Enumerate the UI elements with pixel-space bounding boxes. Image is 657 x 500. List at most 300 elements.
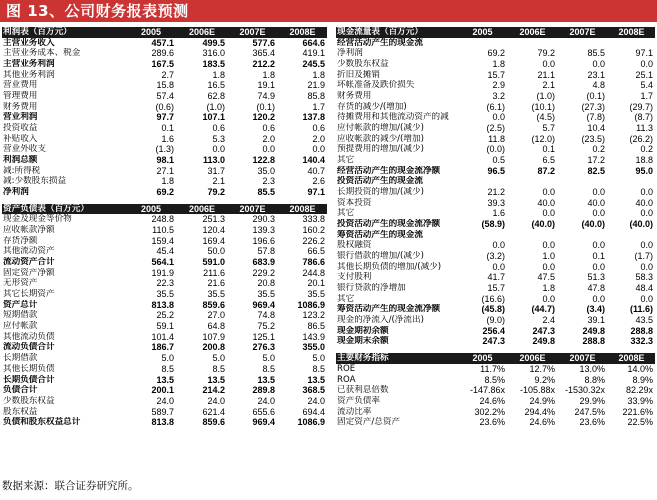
row-label: 现金期末余额 bbox=[337, 336, 389, 347]
row-label: 应收帐款净额 bbox=[3, 225, 55, 236]
value-cell: 247.5% bbox=[574, 406, 605, 417]
value-cell: 786.6 bbox=[302, 257, 325, 268]
value-cell: (1.3) bbox=[155, 144, 174, 155]
value-cell: 25.1 bbox=[635, 69, 653, 80]
value-cell: 288.8 bbox=[582, 336, 605, 347]
value-cell bbox=[607, 38, 655, 49]
table-row bbox=[2, 417, 327, 428]
value-cell: 288.8 bbox=[630, 325, 653, 336]
value-cell: 859.6 bbox=[202, 299, 225, 310]
row-label: 支付股利 bbox=[337, 272, 372, 283]
value-cell: 74.8 bbox=[257, 310, 275, 321]
value-cell: 664.6 bbox=[302, 37, 325, 48]
value-cell: (26.2) bbox=[629, 133, 653, 144]
value-cell: 564.1 bbox=[151, 257, 174, 268]
value-cell: 2.4 bbox=[542, 315, 555, 326]
value-cell: 0.0 bbox=[640, 208, 653, 219]
row-label: 其他流动资产 bbox=[3, 246, 55, 257]
value-cell: 1.6 bbox=[492, 208, 505, 219]
value-cell: (0.1) bbox=[256, 101, 275, 112]
balance-sheet-table bbox=[2, 204, 327, 428]
value-cell: 969.4 bbox=[252, 417, 275, 428]
value-cell: 85.5 bbox=[587, 48, 605, 59]
row-label: 主营业务利润 bbox=[3, 59, 55, 70]
value-cell: 110.5 bbox=[152, 225, 174, 236]
value-cell: 316.0 bbox=[202, 48, 225, 59]
value-cell: 15.8 bbox=[156, 80, 174, 91]
value-cell: 1.8 bbox=[312, 69, 325, 80]
table-row bbox=[2, 48, 327, 59]
row-label: 流动资产合计 bbox=[3, 257, 55, 268]
value-cell: (12.0) bbox=[531, 133, 555, 144]
value-cell: 200.8 bbox=[202, 342, 225, 353]
table-row bbox=[336, 240, 655, 251]
value-cell: 8.9% bbox=[632, 374, 653, 385]
value-cell: 200.1 bbox=[151, 385, 174, 396]
value-cell: (11.6) bbox=[629, 304, 653, 315]
value-cell: (1.7) bbox=[634, 251, 653, 262]
row-label: 银行贷款的净增加 bbox=[337, 283, 406, 294]
value-cell: 183.5 bbox=[202, 59, 225, 70]
table-row bbox=[2, 225, 327, 236]
value-cell: 5.0 bbox=[312, 353, 325, 364]
value-cell: 2.7 bbox=[161, 69, 174, 80]
value-cell: 0.0 bbox=[640, 261, 653, 272]
value-cell: 0.6 bbox=[212, 123, 225, 134]
value-cell: 69.2 bbox=[156, 187, 174, 198]
value-cell: 1.8 bbox=[161, 176, 174, 187]
row-label: 预提费用的增加/(减少) bbox=[337, 144, 424, 155]
value-cell: 137.8 bbox=[302, 112, 325, 123]
table-title-cell: 主要财务指标 bbox=[336, 353, 457, 364]
value-cell: 0.0 bbox=[542, 261, 555, 272]
row-label: ROE bbox=[337, 363, 356, 374]
table-row bbox=[2, 268, 327, 279]
value-cell: 139.3 bbox=[252, 225, 275, 236]
table-row bbox=[2, 214, 327, 225]
row-label: 已获利息倍数 bbox=[337, 385, 389, 396]
value-cell: 290.3 bbox=[252, 214, 275, 225]
value-cell: 79.2 bbox=[537, 48, 555, 59]
table-row bbox=[336, 176, 655, 187]
value-cell: 13.5 bbox=[156, 374, 174, 385]
value-cell: 23.6% bbox=[479, 417, 505, 428]
value-cell: 22.5% bbox=[627, 417, 653, 428]
row-label: 资产负债率 bbox=[337, 395, 380, 406]
year-header-cell: 2008E bbox=[277, 27, 327, 38]
row-label: 无形资产 bbox=[3, 278, 38, 289]
value-cell: 96.5 bbox=[487, 165, 505, 176]
value-cell: 9.2% bbox=[534, 374, 555, 385]
row-label: 固定资产/总资产 bbox=[337, 417, 401, 428]
value-cell: 97.1 bbox=[635, 48, 653, 59]
value-cell: 5.7 bbox=[542, 123, 555, 134]
value-cell: 368.5 bbox=[302, 385, 325, 396]
value-cell: (4.5) bbox=[536, 112, 555, 123]
value-cell: 0.6 bbox=[312, 123, 325, 134]
value-cell: 196.6 bbox=[252, 235, 275, 246]
table-row bbox=[2, 342, 327, 353]
table-row bbox=[336, 102, 655, 113]
value-cell: 40.0 bbox=[537, 197, 555, 208]
table-row bbox=[2, 385, 327, 396]
value-cell: 212.2 bbox=[252, 59, 275, 70]
row-label: 股权融资 bbox=[337, 240, 372, 251]
value-cell: 40.7 bbox=[307, 165, 325, 176]
value-cell: 125.1 bbox=[252, 331, 275, 342]
value-cell: (8.7) bbox=[634, 112, 653, 123]
row-label: 现金期初余额 bbox=[337, 325, 389, 336]
row-label: 减:所得税 bbox=[3, 165, 41, 176]
value-cell: 256.4 bbox=[482, 325, 505, 336]
row-label: 经营活动产生的现金流净额 bbox=[337, 165, 441, 176]
value-cell: 1.7 bbox=[312, 101, 325, 112]
row-label: 其它 bbox=[337, 155, 355, 166]
table-row bbox=[2, 364, 327, 375]
row-label: 其他长期负债的增加/(减少) bbox=[337, 261, 442, 272]
value-cell: 0.0 bbox=[592, 261, 605, 272]
year-header-cell: 2007E bbox=[227, 27, 277, 38]
table-row bbox=[336, 155, 655, 166]
value-cell: (9.0) bbox=[486, 315, 505, 326]
value-cell: 8.8% bbox=[584, 374, 605, 385]
row-label: 财务费用 bbox=[337, 91, 372, 102]
value-cell: (0.1) bbox=[586, 91, 605, 102]
value-cell: 365.4 bbox=[252, 48, 275, 59]
table-title-cell: 资产负债表（百万元） bbox=[2, 204, 125, 215]
value-cell: 244.8 bbox=[302, 267, 325, 278]
value-cell: 8.5 bbox=[161, 363, 174, 374]
row-label: 投资活动产生的现金流净额 bbox=[337, 219, 441, 230]
table-row bbox=[336, 396, 655, 407]
row-label: 流动比率 bbox=[337, 406, 372, 417]
row-label: 减:少数股东损益 bbox=[3, 176, 67, 187]
value-cell: 249.8 bbox=[582, 325, 605, 336]
value-cell: 35.5 bbox=[307, 289, 325, 300]
value-cell: 101.4 bbox=[151, 331, 174, 342]
value-cell: 35.5 bbox=[156, 289, 174, 300]
table-row bbox=[336, 219, 655, 230]
value-cell: 1.6 bbox=[161, 133, 174, 144]
value-cell: 79.2 bbox=[207, 187, 225, 198]
year-header-cell: 2005 bbox=[457, 353, 507, 364]
value-cell: 621.4 bbox=[202, 406, 225, 417]
value-cell: 74.9 bbox=[257, 91, 275, 102]
value-cell: -105.88x bbox=[519, 385, 555, 396]
value-cell: 40.0 bbox=[635, 197, 653, 208]
value-cell: 113.0 bbox=[202, 155, 225, 166]
value-cell: 21.6 bbox=[207, 278, 225, 289]
table-row bbox=[2, 278, 327, 289]
value-cell: (44.7) bbox=[531, 304, 555, 315]
value-cell: 29.9% bbox=[579, 395, 605, 406]
table-row bbox=[336, 70, 655, 81]
row-label: 现金及现金等价物 bbox=[3, 214, 72, 225]
value-cell: 683.9 bbox=[252, 257, 275, 268]
value-cell: 48.4 bbox=[635, 283, 653, 294]
table-row bbox=[336, 80, 655, 91]
table-row bbox=[2, 144, 327, 155]
value-cell: 2.6 bbox=[312, 176, 325, 187]
table-row bbox=[2, 70, 327, 81]
year-header-cell: 2008E bbox=[607, 27, 655, 38]
table-row bbox=[2, 91, 327, 102]
value-cell bbox=[457, 38, 507, 49]
value-cell: 0.2 bbox=[592, 144, 605, 155]
table-row bbox=[336, 59, 655, 70]
value-cell: (2.5) bbox=[486, 123, 505, 134]
table-row bbox=[2, 246, 327, 257]
value-cell: 247.3 bbox=[532, 325, 555, 336]
table-row bbox=[2, 321, 327, 332]
row-label: 营业外收支 bbox=[3, 144, 46, 155]
value-cell: 249.8 bbox=[532, 336, 555, 347]
table-row bbox=[2, 375, 327, 386]
row-label: 坏帐准备及跌价损失 bbox=[337, 80, 415, 91]
value-cell: 591.0 bbox=[202, 257, 225, 268]
value-cell: 123.2 bbox=[302, 310, 325, 321]
value-cell: 0.1 bbox=[542, 144, 555, 155]
value-cell: 51.3 bbox=[587, 272, 605, 283]
value-cell: 95.0 bbox=[635, 165, 653, 176]
row-label: 折旧及摊销 bbox=[337, 69, 380, 80]
value-cell: (1.0) bbox=[206, 101, 225, 112]
value-cell: (29.7) bbox=[629, 101, 653, 112]
table-row bbox=[2, 176, 327, 187]
row-label: 短期借款 bbox=[3, 310, 38, 321]
value-cell: 0.0 bbox=[492, 261, 505, 272]
value-cell: 191.9 bbox=[151, 267, 174, 278]
figure-title: 图 13、公司财务报表预测 bbox=[0, 0, 657, 22]
value-cell: 167.5 bbox=[151, 59, 174, 70]
value-cell: 64.8 bbox=[207, 321, 225, 332]
value-cell: (10.1) bbox=[531, 101, 555, 112]
value-cell bbox=[507, 230, 557, 241]
row-label: 负债和股东权益总计 bbox=[3, 417, 81, 428]
value-cell: 0.0 bbox=[592, 240, 605, 251]
value-cell: 355.0 bbox=[302, 342, 325, 353]
value-cell: 31.7 bbox=[207, 165, 225, 176]
value-cell: -147.86x bbox=[469, 385, 505, 396]
value-cell: 1.0 bbox=[542, 251, 555, 262]
value-cell: 0.0 bbox=[542, 293, 555, 304]
row-label: 净利润 bbox=[3, 187, 29, 198]
table-row bbox=[336, 326, 655, 337]
value-cell: 15.7 bbox=[487, 69, 505, 80]
value-cell: (0.0) bbox=[486, 144, 505, 155]
row-label: 财务费用 bbox=[3, 101, 38, 112]
value-cell: 332.3 bbox=[630, 336, 653, 347]
year-header-cell: 2006E bbox=[176, 27, 227, 38]
value-cell: 27.0 bbox=[207, 310, 225, 321]
value-cell: 14.0% bbox=[627, 363, 653, 374]
value-cell: 1.8 bbox=[212, 69, 225, 80]
value-cell: 1.8 bbox=[492, 59, 505, 70]
row-label: 管理费用 bbox=[3, 91, 38, 102]
value-cell bbox=[507, 176, 557, 187]
row-label: 长期借款 bbox=[3, 353, 38, 364]
value-cell: 0.0 bbox=[640, 59, 653, 70]
value-cell: 419.1 bbox=[302, 48, 325, 59]
cash-flow-table bbox=[336, 27, 655, 347]
value-cell: 8.5 bbox=[312, 363, 325, 374]
value-cell: 499.5 bbox=[202, 37, 225, 48]
row-label: 利润总额 bbox=[3, 155, 38, 166]
value-cell: 5.4 bbox=[640, 80, 653, 91]
value-cell: 5.3 bbox=[212, 133, 225, 144]
value-cell: 160.2 bbox=[302, 225, 325, 236]
value-cell: (3.2) bbox=[486, 251, 505, 262]
value-cell: 120.4 bbox=[202, 225, 225, 236]
value-cell: 0.0 bbox=[542, 187, 555, 198]
row-label: 待摊费用和其他流动资产的减 bbox=[337, 112, 449, 123]
table-row bbox=[336, 144, 655, 155]
value-cell: 969.4 bbox=[252, 299, 275, 310]
table-row bbox=[336, 166, 655, 177]
value-cell: 85.8 bbox=[307, 91, 325, 102]
value-cell: 107.1 bbox=[202, 112, 225, 123]
value-cell: 186.7 bbox=[151, 342, 174, 353]
value-cell: 86.5 bbox=[307, 321, 325, 332]
value-cell: 12.7% bbox=[529, 363, 555, 374]
value-cell: 0.5 bbox=[492, 155, 505, 166]
table-row bbox=[2, 407, 327, 418]
value-cell: 10.4 bbox=[587, 123, 605, 134]
row-label: ROA bbox=[337, 374, 356, 385]
value-cell: 5.0 bbox=[212, 353, 225, 364]
table-row bbox=[336, 48, 655, 59]
table-row bbox=[2, 112, 327, 123]
row-label: 银行借款的增加/(减少) bbox=[337, 251, 424, 262]
row-label: 其他长期负债 bbox=[3, 363, 55, 374]
value-cell: 41.7 bbox=[487, 272, 505, 283]
value-cell: 577.6 bbox=[252, 37, 275, 48]
table-row bbox=[2, 38, 327, 49]
table-row bbox=[336, 315, 655, 326]
value-cell: 57.4 bbox=[156, 91, 174, 102]
year-header-cell: 2007E bbox=[557, 353, 607, 364]
value-cell: 0.0 bbox=[492, 112, 505, 123]
value-cell: 0.0 bbox=[312, 144, 325, 155]
value-cell: 35.0 bbox=[257, 165, 275, 176]
value-cell: 251.3 bbox=[202, 214, 225, 225]
value-cell: 120.2 bbox=[252, 112, 275, 123]
row-label: 营业利润 bbox=[3, 112, 38, 123]
value-cell: 0.0 bbox=[262, 144, 275, 155]
value-cell: 47.5 bbox=[537, 272, 555, 283]
value-cell: 813.8 bbox=[151, 417, 174, 428]
value-cell: 247.3 bbox=[482, 336, 505, 347]
value-cell: (40.0) bbox=[629, 219, 653, 230]
row-label: 应付帐款的增加/(减少) bbox=[337, 123, 424, 134]
value-cell: 0.2 bbox=[640, 144, 653, 155]
table-row bbox=[336, 251, 655, 262]
row-label: 营业费用 bbox=[3, 80, 38, 91]
value-cell: 66.5 bbox=[307, 246, 325, 257]
value-cell: 82.5 bbox=[587, 165, 605, 176]
value-cell: 57.8 bbox=[257, 246, 275, 257]
value-cell: (1.0) bbox=[536, 91, 555, 102]
value-cell: 18.8 bbox=[635, 155, 653, 166]
table-row bbox=[336, 208, 655, 219]
value-cell: 107.9 bbox=[202, 331, 225, 342]
row-label: 其它长期资产 bbox=[3, 289, 55, 300]
value-cell: 13.5 bbox=[307, 374, 325, 385]
value-cell: 2.0 bbox=[262, 133, 275, 144]
row-label: 应收帐款的减少/(增加) bbox=[337, 133, 424, 144]
table-row bbox=[336, 123, 655, 134]
table-header-row bbox=[2, 27, 327, 38]
value-cell: 221.6% bbox=[622, 406, 653, 417]
value-cell: 333.8 bbox=[302, 214, 325, 225]
left-column bbox=[2, 27, 327, 428]
year-header-cell: 2008E bbox=[607, 353, 655, 364]
year-header-cell: 2006E bbox=[176, 204, 227, 215]
value-cell: 0.1 bbox=[592, 251, 605, 262]
value-cell: 50.0 bbox=[207, 246, 225, 257]
table-row bbox=[336, 336, 655, 347]
year-header-cell: 2005 bbox=[125, 204, 176, 215]
row-label: 资产总计 bbox=[3, 299, 38, 310]
table-header-row bbox=[336, 353, 655, 364]
table-title-cell: 利润表（百万元） bbox=[2, 27, 125, 38]
row-label: 存货净额 bbox=[3, 235, 38, 246]
value-cell: 8.5 bbox=[212, 363, 225, 374]
year-header-cell: 2007E bbox=[227, 204, 277, 215]
value-cell: 62.8 bbox=[207, 91, 225, 102]
value-cell: 47.8 bbox=[587, 283, 605, 294]
value-cell: 140.4 bbox=[302, 155, 325, 166]
value-cell: 58.3 bbox=[635, 272, 653, 283]
value-cell: 13.5 bbox=[207, 374, 225, 385]
year-header-cell: 2008E bbox=[277, 204, 327, 215]
value-cell: 15.7 bbox=[487, 283, 505, 294]
value-cell: (3.4) bbox=[586, 304, 605, 315]
table-row bbox=[2, 102, 327, 113]
value-cell: 33.9% bbox=[627, 395, 653, 406]
value-cell: 40.0 bbox=[587, 197, 605, 208]
value-cell: 248.8 bbox=[151, 214, 174, 225]
value-cell: 24.0 bbox=[207, 395, 225, 406]
row-label: 筹资活动产生的现金流 bbox=[337, 229, 423, 240]
value-cell: 289.6 bbox=[151, 48, 174, 59]
value-cell: 23.1 bbox=[587, 69, 605, 80]
value-cell: 2.0 bbox=[312, 133, 325, 144]
value-cell: 0.0 bbox=[542, 240, 555, 251]
row-label: 流动负债合计 bbox=[3, 342, 55, 353]
value-cell: 214.2 bbox=[202, 385, 225, 396]
value-cell: 0.0 bbox=[592, 293, 605, 304]
value-cell: 0.0 bbox=[212, 144, 225, 155]
source-note: 数据来源：联合证券研究所。 bbox=[2, 480, 139, 492]
table-row bbox=[336, 272, 655, 283]
table-row bbox=[2, 155, 327, 166]
value-cell: 22.3 bbox=[156, 278, 174, 289]
value-cell: 1.7 bbox=[640, 91, 653, 102]
value-cell: 20.1 bbox=[307, 278, 325, 289]
value-cell: 39.1 bbox=[587, 315, 605, 326]
table-title-cell: 现金流量表（百万元） bbox=[336, 27, 457, 38]
value-cell: 0.0 bbox=[542, 208, 555, 219]
table-row bbox=[2, 257, 327, 268]
value-cell: (23.5) bbox=[581, 133, 605, 144]
value-cell: 294.4% bbox=[524, 406, 555, 417]
row-label: 现金的净流入/(净流出) bbox=[337, 315, 424, 326]
table-row bbox=[336, 187, 655, 198]
table-row bbox=[336, 304, 655, 315]
value-cell: (40.0) bbox=[531, 219, 555, 230]
value-cell: 13.0% bbox=[579, 363, 605, 374]
